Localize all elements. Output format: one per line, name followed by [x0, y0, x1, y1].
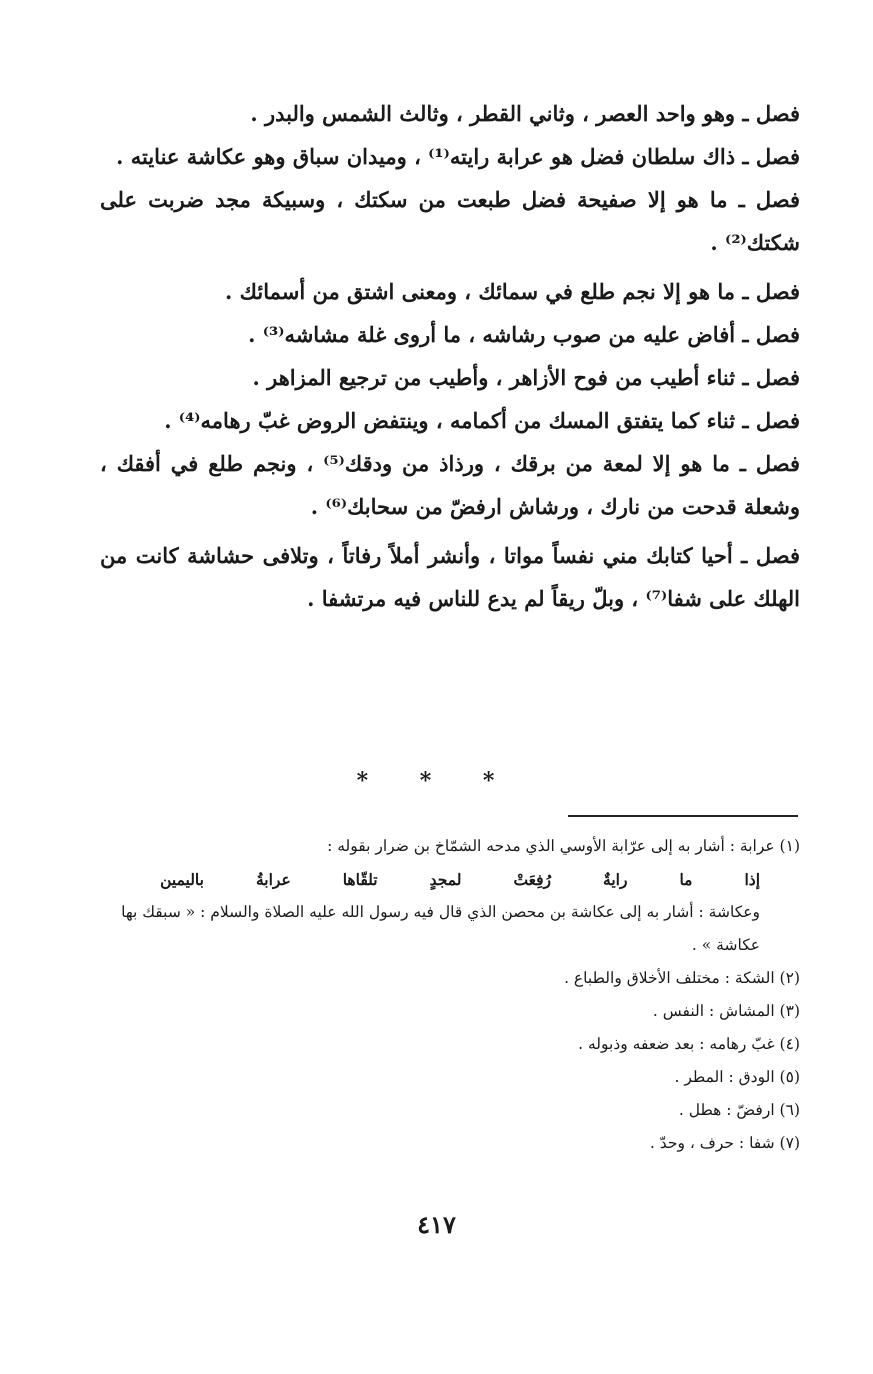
section-separator: * * * [356, 768, 517, 794]
footnote-3: (٣) المشاش : النفس . [652, 1002, 800, 1020]
poem-word: إذا [744, 870, 760, 889]
footnote-1: (١) عرابة : أشار به إلى عرّابة الأوسي الذي مدحه الشمّاخ بن ضرار بقوله : [327, 837, 800, 855]
footnote-6: (٦) ارفضّ : هطل . [678, 1101, 800, 1119]
paragraph-5: فصل ـ أفاض عليه من صوب رشاشه ، ما أروى غلة مشاشه⁽³⁾ . [248, 322, 800, 347]
paragraph-4: فصل ـ ما هو إلا نجم طلع في سمائك ، ومعنى اشتق من أسمائك . [225, 279, 800, 304]
footnote-2: (٢) الشكة : مختلف الأخلاق والطباع . [564, 969, 800, 987]
paragraph-7: فصل ـ ثناء كما يتفتق المسك من أكمامه ، وينتفض الروض غبّ رهامه⁽⁴⁾ . [164, 408, 800, 433]
poem-word: ما [679, 870, 693, 889]
poem-word: تلقّاها [342, 870, 378, 889]
paragraph-6: فصل ـ ثناء أطيب من فوح الأزاهر ، وأطيب من ترجيع المزاهر . [252, 365, 800, 390]
page-number: ٤١٧ [417, 1210, 456, 1239]
paragraph-3: فصل ـ ما هو إلا صفيحة فضل طبعت من سكتك ، وسبيكة مجد ضربت على شكتك⁽²⁾ . [100, 187, 800, 255]
paragraph-1: فصل ـ وهو واحد العصر ، وثاني القطر ، وثالث الشمس والبدر . [250, 101, 800, 126]
main-text [100, 92, 800, 620]
footnote-1-poem [100, 863, 800, 896]
footnote-4: (٤) غبّ رهامه : بعد ضعفه وذبوله . [578, 1035, 800, 1053]
poem-word: رُفِعَتْ [513, 870, 552, 889]
poem-word: لمجدٍ [429, 870, 462, 889]
footnote-1-continued [100, 896, 800, 962]
footnote-5: (٥) الودق : المطر . [674, 1068, 800, 1086]
footnote-7: (٧) شفا : حرف ، وحدّ . [649, 1134, 800, 1152]
footnotes [100, 830, 800, 1160]
poem-word: باليمين [160, 870, 204, 889]
poem-word: رايةٌ [603, 870, 628, 889]
footnote-rule [568, 815, 798, 817]
paragraph-8: فصل ـ ما هو إلا لمعة من برقك ، ورذاذ من ودقك⁽⁵⁾ ، ونجم طلع في أفقك ، وشعلة قدحت من نارك ، ورشاش ارفضّ من سحابك⁽⁶⁾ . [100, 451, 800, 519]
footnote-1b-text: وعكاشة : أشار به إلى عكاشة بن محصن الذي قال فيه رسول الله عليه الصلاة والسلام : « سبقك بها عكاشة » . [121, 903, 760, 954]
paragraph-2: فصل ـ ذاك سلطان فضل هو عرابة رايته⁽¹⁾ ، وميدان سباق وهو عكاشة عنايته . [116, 144, 800, 169]
poem-word: عرابةُ [255, 870, 291, 889]
paragraph-9: فصل ـ أحيا كتابك مني نفساً مواتا ، وأنشر أملاً رفاتاً ، وتلافى حشاشة كانت من الهلك على شفا⁽⁷⁾ ، وبلّ ريقاً لم يدع للناس فيه مرتشفا . [100, 543, 800, 611]
